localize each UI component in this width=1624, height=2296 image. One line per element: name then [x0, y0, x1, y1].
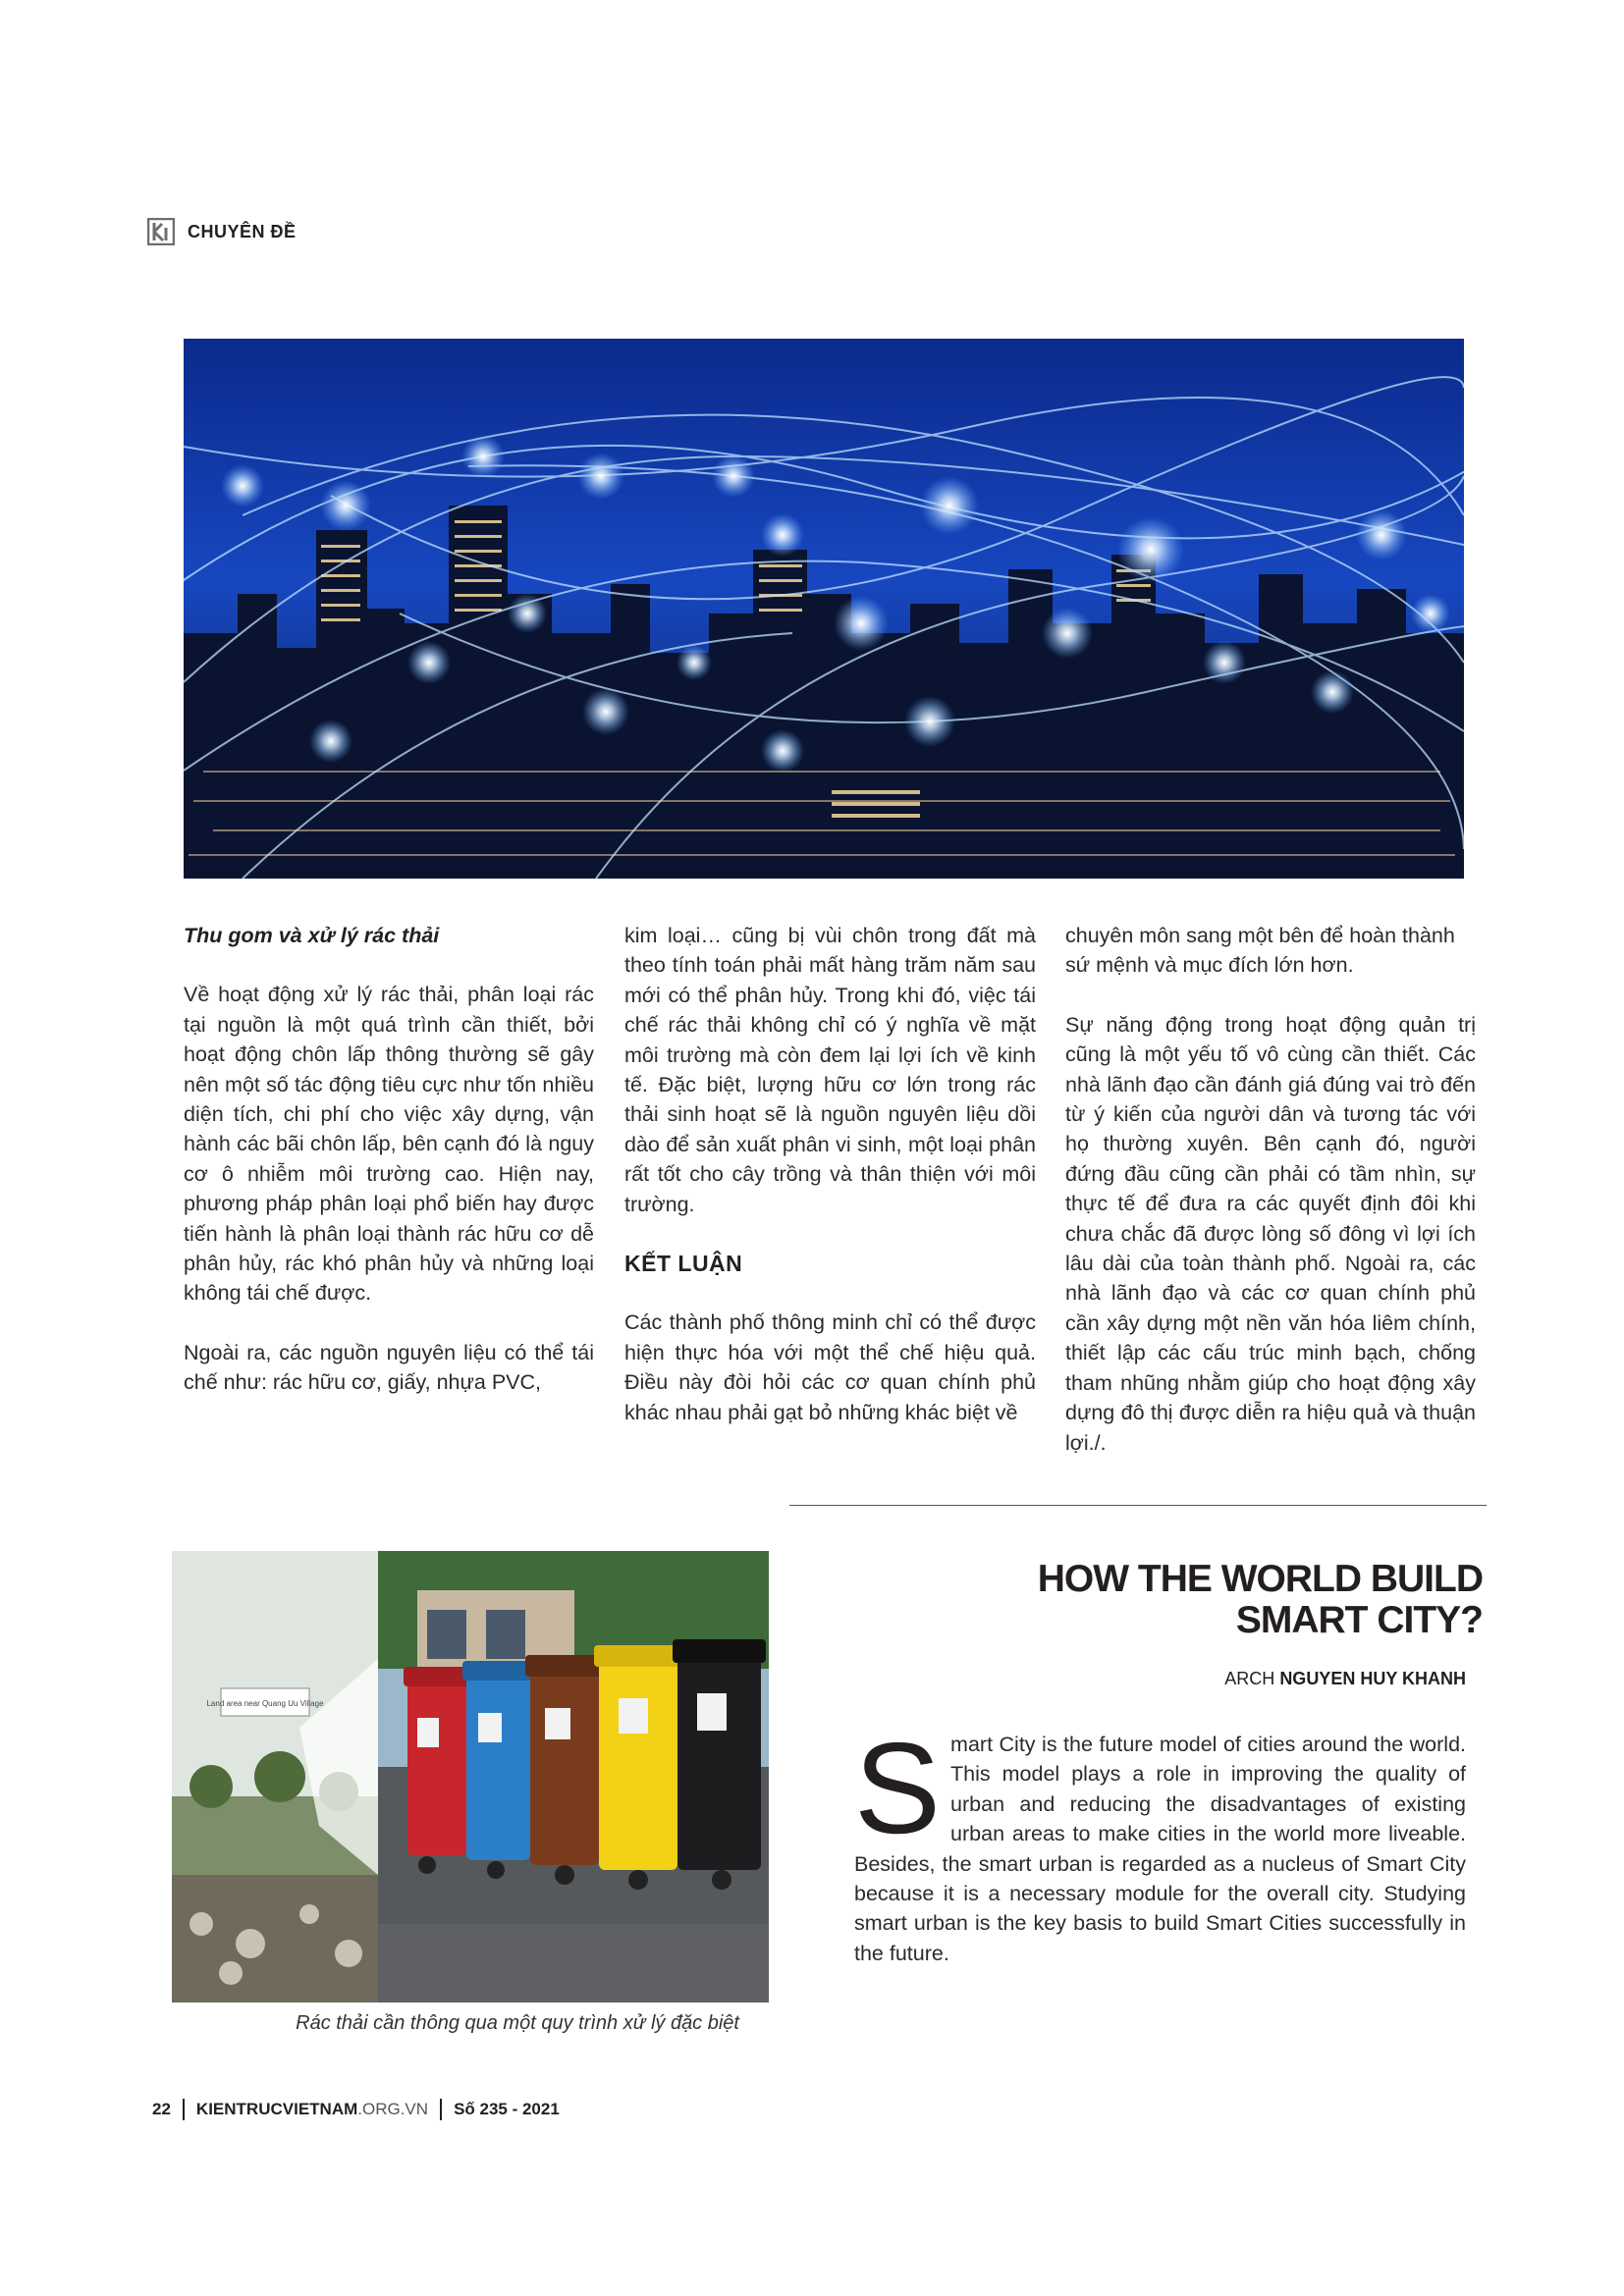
issue-number: Số 235 - 2021	[454, 2100, 560, 2118]
page-number: 22	[152, 2100, 171, 2118]
english-title	[913, 1559, 1483, 1641]
author-line	[982, 1669, 1466, 1689]
drop-cap: S	[854, 1716, 942, 1860]
section-label: CHUYÊN ĐỀ	[188, 222, 297, 241]
sign-text: Land area near Quang Uu Village	[206, 1699, 324, 1708]
paragraph: Về hoạt động xử lý rác thải, phân loại rác tại nguồn là một quá trình cần thiết, bởi hoạt động chôn lấp thông thường sẽ gây nên một số tác động tiêu cực như tốn nhiều diện tích, chi phí cho việc xây dựng, vận hành các bãi chôn lấp, bên cạnh đó là nguy cơ ô nhiễm môi trường cao. Hiện nay, phương pháp phân loại phổ biến hay được tiến hành là phân loại thành rác hữu cơ dễ phân hủy, rác khó phân hủy và những loại không tái chế được.	[184, 983, 594, 1306]
conclusion-heading: KẾT LUẬN	[624, 1251, 743, 1277]
section-logo-icon	[147, 218, 175, 245]
title-line-1: HOW THE WORLD BUILD	[1037, 1558, 1483, 1600]
column-2	[624, 921, 1036, 1457]
footer-separator	[183, 2099, 185, 2120]
title-line-2: SMART CITY?	[1235, 1599, 1483, 1641]
paragraph: Sự năng động trong hoạt động quản trị cũng là một yếu tố vô cùng cần thiết. Các nhà lãnh đạo cần đánh giá đúng vai trò đến từ ý kiến của người dân và tương tác với họ thường xuyên. Bên cạnh đó, người đứng đầu cũng cần phải có tầm nhìn, sự thực tế để đưa ra các quyết định đôi khi chưa chắc đã được lòng số đông vì lợi ích lâu dài của toàn thành phố. Ngoài ra, các nhà lãnh đạo và các cơ quan chính phủ cần xây dựng một nền văn hóa liêm chính, thiết lập các cấu trúc minh bạch, chống tham nhũng nhằm giúp cho hoạt động xây dựng đô thị được diễn ra hiệu quả và thuận lợi./.	[1065, 1012, 1476, 1455]
column-1	[184, 921, 594, 1427]
english-abstract	[854, 1716, 1466, 1968]
site-name: KIENTRUCVIETNAM	[195, 2100, 358, 2118]
abstract-text: mart City is the future model of cities around the world. This model plays a role in improving the quality of urban and reducing the disadvantages of existing urban areas to make cities in the world more liveable. Besides, the smart urban is regarded as a nucleus of Smart City because it is a necessary module for the overall city. Studying smart urban is the key basis to build Smart Cities successfully in the future.	[854, 1733, 1466, 1965]
photo-caption: Rác thải cần thông qua một quy trình xử lý đặc biệt	[296, 2012, 739, 2034]
paragraph: Các thành phố thông minh chỉ có thể được hiện thực hóa với một thể chế hiệu quả. Điều này đòi hỏi các cơ quan chính phủ khác nhau phải gạt bỏ những khác biệt về	[624, 1310, 1036, 1424]
paragraph: kim loại… cũng bị vùi chôn trong đất mà theo tính toán phải mất hàng trăm năm sau mới có thể phân hủy. Trong khi đó, việc tái chế rác thải không chỉ có ý nghĩa về mặt môi trường mà còn đem lại lợi ích về kinh tế. Đặc biệt, lượng hữu cơ lớn trong rác thải sinh hoạt sẽ là nguồn nguyên liệu dồi dào để sản xuất phân vi sinh, một loại phân rất tốt cho cây trồng và thân thiện với môi trường.	[624, 924, 1036, 1216]
waste-bins-photo	[172, 1551, 769, 2002]
section-divider	[789, 1505, 1487, 1506]
site-domain: .ORG.VN	[357, 2100, 429, 2118]
subheading-waste: Thu gom và xử lý rác thải	[184, 924, 440, 947]
column-3	[1065, 921, 1476, 1487]
paragraph: chuyên môn sang một bên để hoàn thành sứ mệnh và mục đích lớn hơn.	[1065, 924, 1455, 978]
footer-separator	[440, 2099, 442, 2120]
author-name: NGUYEN HUY KHANH	[1279, 1669, 1466, 1688]
page-footer	[152, 2099, 560, 2120]
paragraph: Ngoài ra, các nguồn nguyên liệu có thể tái chế như: rác hữu cơ, giấy, nhựa PVC,	[184, 1340, 594, 1395]
author-prefix: ARCH	[1224, 1669, 1275, 1688]
hero-image	[184, 339, 1464, 879]
